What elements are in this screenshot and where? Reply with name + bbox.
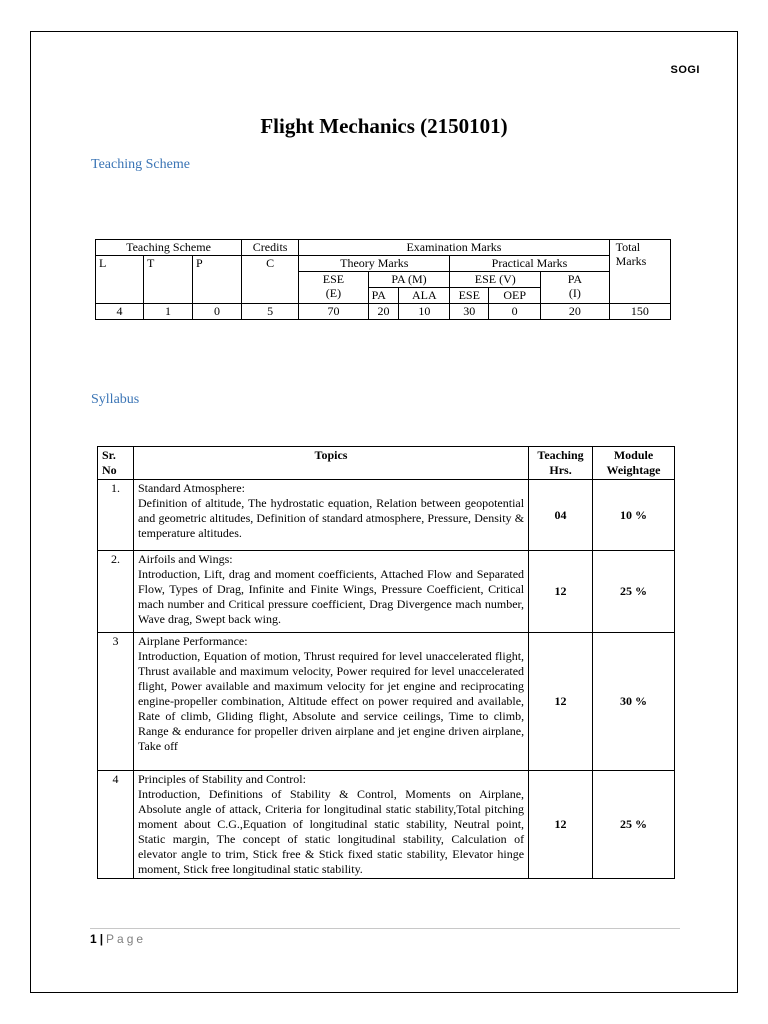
hrs-cell: 12 bbox=[529, 771, 593, 879]
value-cell: 5 bbox=[242, 304, 299, 320]
value-cell: 20 bbox=[368, 304, 399, 320]
table-row bbox=[98, 480, 675, 551]
header-mark: SOGI bbox=[670, 64, 700, 76]
value-cell: 0 bbox=[193, 304, 242, 320]
page-footer bbox=[90, 932, 146, 946]
topic-title: Airfoils and Wings: bbox=[137, 552, 233, 566]
value-cell: 70 bbox=[299, 304, 368, 320]
sr-cell: 2. bbox=[98, 551, 134, 633]
pa-i-header: PA (I) bbox=[541, 272, 609, 304]
value-cell: 30 bbox=[450, 304, 489, 320]
topic-body: Introduction, Equation of motion, Thrust required for level unaccelerated flight, Thrust available and maximum velocity, Power required for level unaccelerated flight, Power available and maximum velocity for jet engine and reciprocating engine-propeller combination, Altitude effect on power required and available, Rate of climb, Gliding flight, Absolute and service ceilings, Time to climb, Range & endurance for propeller driven airplane and jet engine driven airplane, Take off bbox=[137, 649, 525, 753]
sr-no-header: Sr. No bbox=[98, 447, 134, 480]
hrs-cell: 12 bbox=[529, 551, 593, 633]
topic-cell bbox=[133, 771, 528, 879]
weightage-cell: 25 % bbox=[593, 771, 675, 879]
topics-header: Topics bbox=[133, 447, 528, 480]
value-cell: 1 bbox=[144, 304, 193, 320]
hrs-cell: 04 bbox=[529, 480, 593, 551]
practical-marks-header: Practical Marks bbox=[450, 256, 609, 272]
topic-body: Definition of altitude, The hydrostatic equation, Relation between geopotential and geometric altitudes, Definition of standard atmosphere, Pressure, Density & temperature altitudes. bbox=[137, 496, 525, 540]
value-cell: 20 bbox=[541, 304, 609, 320]
ese-sub-header: ESE bbox=[450, 288, 489, 304]
ese-header: ESE (E) bbox=[299, 272, 368, 304]
document-title: Flight Mechanics (2150101) bbox=[260, 114, 508, 138]
topic-body: Introduction, Definitions of Stability & Control, Moments on Airplane, Absolute angle of attack, Criteria for longitudinal static stability,Total pitching moment about C.G.,Equation of longitudinal static stability, Neutral point, Static margin, The concept of static longitudinal stability, Calculation of elevator angle to trim, Stick free & Stick fixed static stability, Elevator hinge moment, Stick free longitudinal static stability. bbox=[137, 787, 525, 876]
sr-cell: 1. bbox=[98, 480, 134, 551]
hrs-cell: 12 bbox=[529, 633, 593, 771]
pa-m-header: PA (M) bbox=[368, 272, 450, 288]
ese-v-header: ESE (V) bbox=[450, 272, 541, 288]
practical-header: P bbox=[193, 256, 242, 304]
examination-marks-header: Examination Marks bbox=[299, 240, 609, 256]
footer-divider bbox=[90, 928, 680, 929]
value-cell: 4 bbox=[96, 304, 144, 320]
oep-header: OEP bbox=[489, 288, 541, 304]
tutorial-header: T bbox=[144, 256, 193, 304]
footer-separator: | bbox=[99, 932, 104, 946]
pa-sub-header: PA bbox=[368, 288, 399, 304]
teaching-scheme-header: Teaching Scheme bbox=[96, 240, 242, 256]
topic-body: Introduction, Lift, drag and moment coefficients, Attached Flow and Separated Flow, Types of Drag, Infinite and Finite Wings, Pressure Coefficient, Critical mach number and Critical pressure coefficient, Drag Divergence mach number, Wave drag, Swept back wing. bbox=[137, 567, 525, 626]
page-number: 1 bbox=[90, 932, 97, 946]
table-row bbox=[98, 551, 675, 633]
teaching-hrs-header: Teaching Hrs. bbox=[529, 447, 593, 480]
sr-cell: 4 bbox=[98, 771, 134, 879]
table-row bbox=[98, 771, 675, 879]
page-label: Page bbox=[106, 932, 147, 946]
topic-title: Principles of Stability and Control: bbox=[137, 772, 306, 786]
credit-header: C bbox=[242, 256, 299, 304]
syllabus-table bbox=[97, 446, 675, 879]
scheme-values-row bbox=[96, 304, 671, 320]
topic-cell bbox=[133, 480, 528, 551]
value-cell: 0 bbox=[489, 304, 541, 320]
value-cell: 150 bbox=[609, 304, 670, 320]
weightage-cell: 25 % bbox=[593, 551, 675, 633]
teaching-scheme-heading: Teaching Scheme bbox=[91, 157, 190, 172]
weightage-cell: 30 % bbox=[593, 633, 675, 771]
syllabus-header-row bbox=[98, 447, 675, 480]
theory-marks-header: Theory Marks bbox=[299, 256, 450, 272]
credits-header: Credits bbox=[242, 240, 299, 256]
weightage-cell: 10 % bbox=[593, 480, 675, 551]
topic-cell bbox=[133, 551, 528, 633]
total-marks-header: Total Marks bbox=[609, 240, 670, 304]
module-weightage-header: Module Weightage bbox=[593, 447, 675, 480]
topic-cell bbox=[133, 633, 528, 771]
topic-title: Standard Atmosphere: bbox=[137, 481, 245, 495]
value-cell: 10 bbox=[399, 304, 450, 320]
sr-cell: 3 bbox=[98, 633, 134, 771]
topic-title: Airplane Performance: bbox=[137, 634, 248, 648]
teaching-scheme-table bbox=[95, 239, 671, 320]
ala-header: ALA bbox=[399, 288, 450, 304]
lecture-header: L bbox=[96, 256, 144, 304]
syllabus-heading: Syllabus bbox=[91, 392, 140, 407]
table-row bbox=[98, 633, 675, 771]
